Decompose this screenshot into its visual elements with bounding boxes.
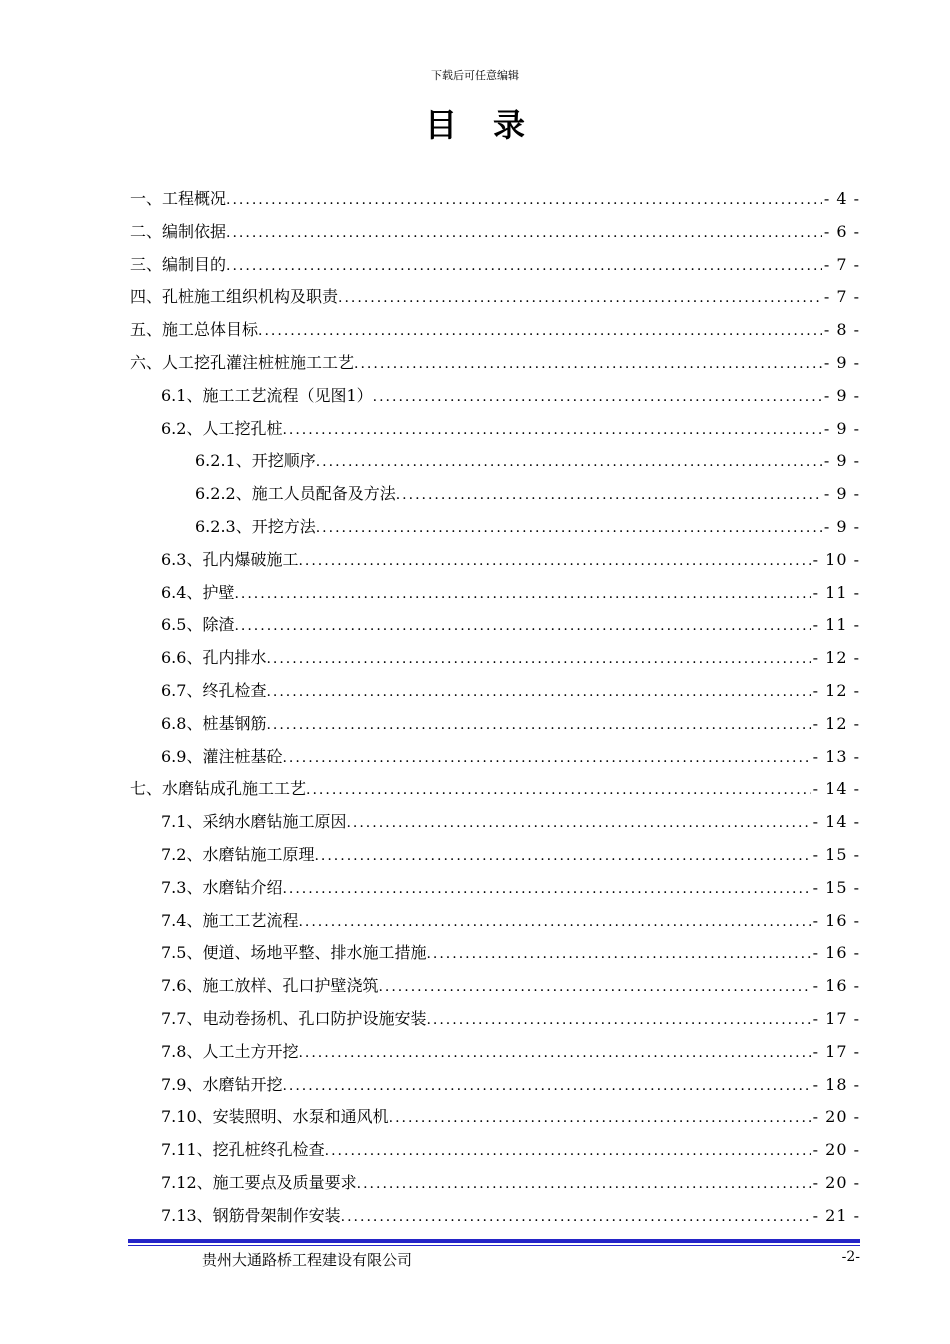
footer-rule-thick: [128, 1239, 860, 1243]
toc-entry-label: 7.2、水磨钻施工原理: [161, 844, 315, 864]
toc-entry[interactable]: [130, 642, 860, 675]
toc-entry[interactable]: [130, 445, 860, 478]
toc-entry[interactable]: [130, 806, 860, 839]
header-note: 下载后可任意编辑: [431, 69, 519, 82]
toc-entry-label: 7.4、施工工艺流程: [161, 910, 299, 930]
toc-entry-label: 七、水磨钻成孔施工工艺: [130, 779, 307, 799]
toc-entry-label: 四、孔桩施工组织机构及职责: [130, 287, 339, 307]
toc-entry-page: - 14 -: [812, 812, 860, 832]
toc-entry-page: - 20 -: [812, 1172, 860, 1192]
toc-entry-label: 7.13、钢筋骨架制作安装: [161, 1205, 341, 1225]
toc-entry-label: 二、编制依据: [130, 221, 227, 241]
toc-entry-label: 6.3、孔内爆破施工: [161, 549, 299, 569]
toc-entry-page: - 12 -: [812, 713, 860, 733]
toc-dot-leader: [316, 512, 822, 545]
toc-entry-page: - 20 -: [812, 1107, 860, 1127]
toc-dot-leader: [282, 742, 810, 775]
toc-dot-leader: [226, 217, 822, 250]
toc-entry[interactable]: [130, 249, 860, 282]
toc-entry-page: - 13 -: [812, 746, 860, 766]
toc-dot-leader: [389, 1102, 811, 1135]
toc-dot-leader: [266, 643, 810, 676]
page-title: 目录: [424, 106, 561, 144]
toc-entry[interactable]: [130, 1069, 860, 1102]
toc-entry-label: 6.2.1、开挖顺序: [195, 451, 316, 471]
toc-dot-leader: [226, 250, 822, 283]
toc-dot-leader: [396, 479, 822, 512]
toc-dot-leader: [373, 381, 822, 414]
toc-entry[interactable]: [130, 741, 860, 774]
toc-entry-label: 五、施工总体目标: [130, 320, 259, 340]
toc-entry[interactable]: [130, 577, 860, 610]
toc-entry-label: 7.3、水磨钻介绍: [161, 877, 283, 897]
toc-entry-page: - 9 -: [823, 352, 860, 372]
toc-entry-page: - 20 -: [812, 1140, 860, 1160]
toc-dot-leader: [298, 906, 810, 939]
toc-entry-page: - 12 -: [812, 648, 860, 668]
toc-entry-page: - 11 -: [812, 582, 860, 602]
toc-dot-leader: [354, 348, 822, 381]
toc-dot-leader: [298, 1037, 810, 1070]
toc-entry[interactable]: [130, 1167, 860, 1200]
toc-entry-page: - 14 -: [812, 779, 860, 799]
toc-dot-leader: [266, 709, 810, 742]
toc-entry[interactable]: [130, 675, 860, 708]
toc-entry-label: 6.9、灌注桩基砼: [161, 746, 283, 766]
toc-dot-leader: [282, 1070, 810, 1103]
toc-entry-label: 6.8、桩基钢筋: [161, 713, 267, 733]
toc-entry-page: - 18 -: [812, 1074, 860, 1094]
toc-entry-page: - 9 -: [823, 451, 860, 471]
toc-entry[interactable]: [130, 216, 860, 249]
toc-entry-page: - 7 -: [823, 287, 860, 307]
toc-entry-label: 7.11、挖孔桩终孔检查: [161, 1140, 325, 1160]
toc-entry-label: 三、编制目的: [130, 254, 227, 274]
toc-entry[interactable]: [130, 872, 860, 905]
toc-entry-page: - 6 -: [823, 221, 860, 241]
toc-entry-label: 7.8、人工土方开挖: [161, 1041, 299, 1061]
toc-entry-label: 六、人工挖孔灌注桩桩施工工艺: [130, 352, 355, 372]
toc-dot-leader: [325, 1135, 811, 1168]
toc-entry-page: - 4 -: [823, 189, 860, 208]
toc-entry[interactable]: [130, 314, 860, 347]
toc-entry[interactable]: [130, 380, 860, 413]
toc-entry-label: 6.6、孔内排水: [161, 648, 267, 668]
toc-dot-leader: [298, 545, 810, 578]
toc-dot-leader: [282, 873, 810, 906]
toc-dot-leader: [341, 1201, 811, 1234]
toc-entry[interactable]: [130, 839, 860, 872]
toc-entry-label: 7.9、水磨钻开挖: [161, 1074, 283, 1094]
toc-entry[interactable]: [130, 281, 860, 314]
toc-entry-page: - 15 -: [812, 844, 860, 864]
toc-entry-page: - 15 -: [812, 877, 860, 897]
toc-dot-leader: [378, 971, 810, 1004]
toc-dot-leader: [234, 610, 810, 643]
toc-dot-leader: [357, 1168, 811, 1201]
toc-entry[interactable]: [130, 544, 860, 577]
toc-entry[interactable]: [130, 1101, 860, 1134]
toc-entry[interactable]: [130, 1200, 860, 1233]
toc-dot-leader: [306, 774, 811, 807]
toc-entry[interactable]: [130, 511, 860, 544]
toc-entry-label: 7.7、电动卷扬机、孔口防护设施安装: [161, 1008, 427, 1028]
footer-rule-thin: [128, 1245, 860, 1246]
toc-entry-label: 7.5、便道、场地平整、排水施工措施: [161, 943, 427, 963]
toc-entry[interactable]: [130, 413, 860, 446]
toc-entry-page: - 9 -: [823, 484, 860, 504]
toc-entry-label: 一、工程概况: [130, 189, 227, 208]
toc-entry-label: 7.12、施工要点及质量要求: [161, 1172, 357, 1192]
toc-entry-page: - 17 -: [812, 1008, 860, 1028]
toc-entry[interactable]: [130, 937, 860, 970]
toc-entry[interactable]: [130, 183, 860, 216]
toc-entry[interactable]: [130, 609, 860, 642]
toc-entry[interactable]: [130, 478, 860, 511]
toc-entry[interactable]: [130, 708, 860, 741]
toc-entry-label: 6.5、除渣: [161, 615, 235, 635]
toc-entry-page: - 11 -: [812, 615, 860, 635]
toc-entry-label: 6.2、人工挖孔桩: [161, 418, 283, 438]
toc-entry[interactable]: [130, 1134, 860, 1167]
toc-entry-page: - 12 -: [812, 680, 860, 700]
toc-entry-label: 6.1、施工工艺流程（见图1）: [161, 385, 373, 405]
toc-dot-leader: [316, 446, 822, 479]
toc-entry-page: - 17 -: [812, 1041, 860, 1061]
toc-dot-leader: [346, 807, 810, 840]
toc-entry-page: - 16 -: [812, 976, 860, 996]
toc-dot-leader: [266, 676, 810, 709]
toc-entry-label: 6.2.2、施工人员配备及方法: [195, 484, 396, 504]
toc-entry-page: - 16 -: [812, 943, 860, 963]
toc-entry-label: 6.7、终孔检查: [161, 680, 267, 700]
toc-dot-leader: [314, 840, 810, 873]
toc-entry-page: - 10 -: [812, 549, 860, 569]
toc-entry-label: 7.1、采纳水磨钻施工原因: [161, 812, 347, 832]
toc-entry[interactable]: [130, 347, 860, 380]
footer-company: 贵州大通路桥工程建设有限公司: [202, 1251, 413, 1269]
toc-dot-leader: [338, 282, 822, 315]
toc-entry-label: 7.10、安装照明、水泵和通风机: [161, 1107, 389, 1127]
table-of-contents: [130, 183, 860, 1233]
toc-entry[interactable]: [130, 1036, 860, 1069]
toc-entry-page: - 21 -: [812, 1205, 860, 1225]
toc-dot-leader: [426, 938, 810, 971]
toc-dot-leader: [426, 1004, 810, 1037]
toc-entry-page: - 16 -: [812, 910, 860, 930]
toc-dot-leader: [258, 315, 822, 348]
toc-entry-page: - 8 -: [823, 320, 860, 340]
toc-dot-leader: [282, 414, 821, 447]
toc-entry-label: 6.2.3、开挖方法: [195, 516, 316, 536]
toc-entry-page: - 9 -: [823, 516, 860, 536]
toc-entry-page: - 7 -: [823, 254, 860, 274]
toc-entry[interactable]: [130, 970, 860, 1003]
footer-page-number: -2-: [841, 1249, 860, 1265]
toc-dot-leader: [226, 184, 822, 217]
toc-dot-leader: [234, 578, 810, 611]
toc-entry-label: 7.6、施工放样、孔口护壁浇筑: [161, 976, 379, 996]
toc-entry-page: - 9 -: [823, 385, 860, 405]
toc-entry[interactable]: [130, 773, 860, 806]
toc-entry-page: - 9 -: [823, 418, 860, 438]
toc-entry[interactable]: [130, 1003, 860, 1036]
toc-entry-label: 6.4、护壁: [161, 582, 235, 602]
toc-entry[interactable]: [130, 905, 860, 938]
